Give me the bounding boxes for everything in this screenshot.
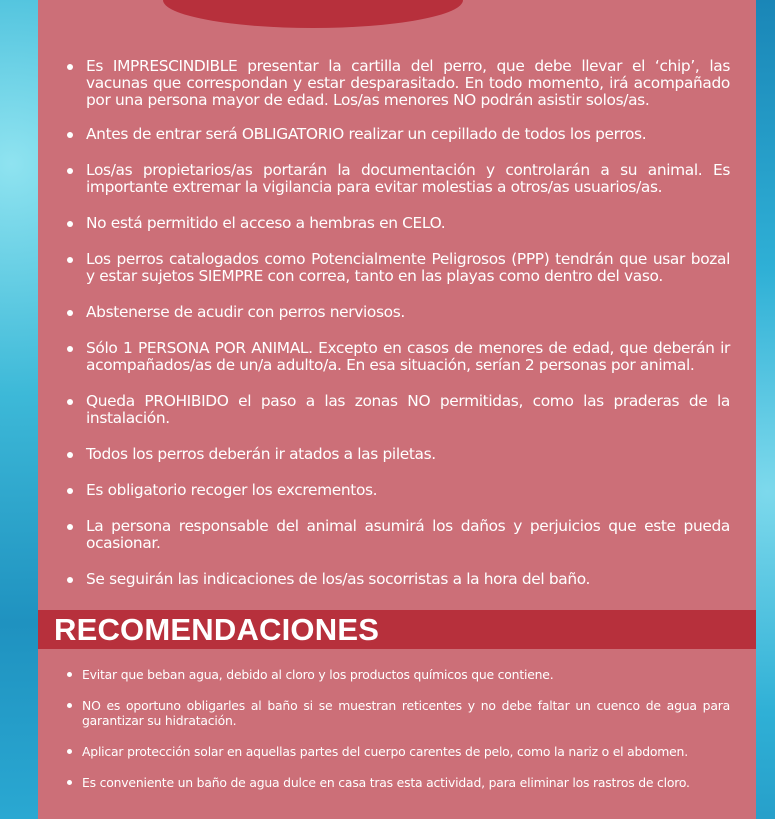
decorative-top-arc	[163, 0, 463, 28]
list-item: Abstenerse de acudir con perros nerviosos.	[86, 304, 730, 321]
list-item: Es IMPRESCINDIBLE presentar la cartilla del perro, que debe llevar el ‘chip’, las vacunas que correspondan y estar desparasitado. En todo momento, irá acompañado por una persona mayor de edad. Los/as menores NO podrán asistir solos/as.	[86, 57, 730, 109]
recommendations-list	[38, 667, 756, 790]
list-item: Sólo 1 PERSONA POR ANIMAL. Excepto en casos de menores de edad, que deberán ir acompañados/as de un/a adulto/a. En esa situación, serían 2 personas por animal.	[86, 339, 730, 374]
list-item: Aplicar protección solar en aquellas partes del cuerpo carentes de pelo, como la nariz o el abdomen.	[82, 744, 730, 759]
water-background-left	[0, 0, 38, 819]
list-item: Es obligatorio recoger los excrementos.	[86, 482, 730, 499]
recommendations-header	[38, 610, 756, 649]
rules-list	[38, 58, 756, 588]
list-item: Evitar que beban agua, debido al cloro y los productos químicos que contiene.	[82, 667, 730, 682]
list-item: Antes de entrar será OBLIGATORIO realizar un cepillado de todos los perros.	[86, 126, 730, 143]
section-title: RECOMENDACIONES	[54, 612, 380, 647]
list-item: No está permitido el acceso a hembras en CELO.	[86, 215, 730, 232]
list-item: Queda PROHIBIDO el paso a las zonas NO permitidas, como las praderas de la instalación.	[86, 392, 730, 427]
list-item: Se seguirán las indicaciones de los/as socorristas a la hora del baño.	[86, 571, 730, 588]
content-panel	[38, 0, 756, 819]
list-item: Todos los perros deberán ir atados a las piletas.	[86, 446, 730, 463]
list-item: La persona responsable del animal asumirá los daños y perjuicios que este pueda ocasionar.	[86, 517, 730, 552]
list-item: Es conveniente un baño de agua dulce en casa tras esta actividad, para eliminar los rastros de cloro.	[82, 775, 730, 790]
list-item: Los/as propietarios/as portarán la documentación y controlarán a su animal. Es importante extremar la vigilancia para evitar molestias a otros/as usuarios/as.	[86, 161, 730, 196]
water-background-right	[756, 0, 775, 819]
list-item: Los perros catalogados como Potencialmente Peligrosos (PPP) tendrán que usar bozal y estar sujetos SIEMPRE con correa, tanto en las playas como dentro del vaso.	[86, 250, 730, 285]
list-item: NO es oportuno obligarles al baño si se muestran reticentes y no debe faltar un cuenco de agua para garantizar su hidratación.	[82, 698, 730, 728]
